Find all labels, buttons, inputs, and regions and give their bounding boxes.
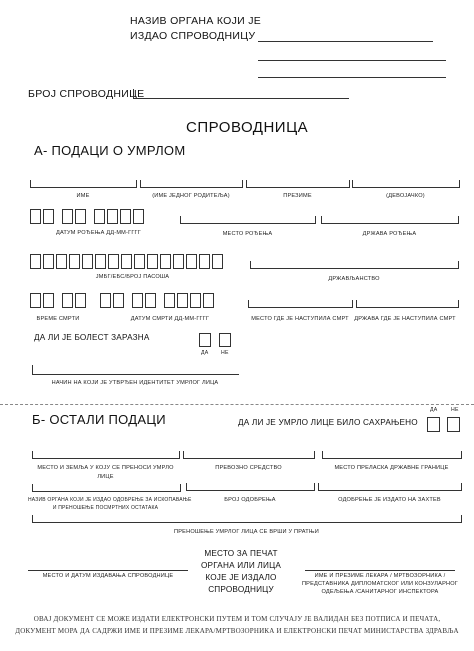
- id-digit-7[interactable]: [108, 254, 119, 269]
- approval-authority-field[interactable]: [32, 484, 181, 492]
- id-digit-8[interactable]: [121, 254, 132, 269]
- contagious-no-checkbox[interactable]: [219, 333, 231, 347]
- number-label: БРОЈ СПРОВОДНИЦЕ: [28, 88, 145, 100]
- authority-label-line1: НАЗИВ ОРГАНА КОЈИ ЈЕ: [130, 15, 262, 27]
- stamp-label-3: КОЈЕ ЈЕ ИЗДАЛО: [205, 573, 277, 582]
- id-digit-6[interactable]: [95, 254, 106, 269]
- dob-year-2[interactable]: [107, 209, 118, 224]
- border-crossing-field[interactable]: [322, 451, 462, 459]
- dob-day-1[interactable]: [30, 209, 41, 224]
- id-digit-10[interactable]: [147, 254, 158, 269]
- official-signature-line[interactable]: [305, 570, 455, 571]
- cod-label: ДРЖАВА ГДЕ ЈЕ НАСТУПИЛА СМРТ: [354, 316, 456, 322]
- stamp-label-4: СПРОВОДНИЦУ: [208, 585, 274, 594]
- dob-year-4[interactable]: [133, 209, 144, 224]
- place-of-birth-field[interactable]: [180, 216, 316, 224]
- page-title: СПРОВОДНИЦА: [186, 119, 309, 136]
- id-digit-1[interactable]: [30, 254, 41, 269]
- identity-method-label: НАЧИН НА КОЈИ ЈЕ УТВРЂЕН ИДЕНТИТЕТ УМРЛОГ ЛИЦА: [51, 380, 219, 386]
- maiden-name-field[interactable]: [352, 180, 460, 188]
- authority-field-line1[interactable]: [258, 41, 433, 42]
- stamp-label-1: МЕСТО ЗА ПЕЧАТ: [204, 549, 278, 558]
- vehicle-label: ПРЕВОЗНО СРЕДСТВО: [215, 465, 282, 471]
- dod-day-1[interactable]: [100, 293, 111, 308]
- approval-label-2: И ПРЕНОШЕЊЕ ПОСМРТНИХ ОСТАТАКА: [52, 505, 159, 511]
- place-date-label: МЕСТО И ДАТУМ ИЗДАВАЊА СПРОВОДНИЦЕ: [42, 573, 174, 579]
- country-of-birth-field[interactable]: [321, 216, 459, 224]
- id-digit-14[interactable]: [199, 254, 210, 269]
- place-of-death-field[interactable]: [248, 300, 353, 308]
- name-field[interactable]: [30, 180, 137, 188]
- destination-label-2: ЛИЦЕ: [97, 474, 114, 480]
- buried-yes-label: ДА: [430, 407, 438, 413]
- dod-day-2[interactable]: [113, 293, 124, 308]
- dob-year-1[interactable]: [94, 209, 105, 224]
- vehicle-field[interactable]: [183, 451, 315, 459]
- pob-label: МЕСТО РОЂЕЊА: [222, 231, 273, 237]
- section-divider: [0, 404, 474, 405]
- citizenship-field[interactable]: [250, 261, 459, 269]
- dod-label: ДАТУМ СМРТИ ДД-ММ-ГГГГ: [130, 316, 210, 322]
- contagious-yes-label: ДА: [201, 350, 209, 356]
- dob-month-2[interactable]: [75, 209, 86, 224]
- stamp-label-2: ОРГАНА ИЛИ ЛИЦА: [200, 561, 282, 570]
- official-label-2: ПРЕДСТАВНИКА ДИПЛОМАТСКОГ ИЛИ КОНЗУЛАРНОГ: [301, 581, 459, 587]
- id-digit-9[interactable]: [134, 254, 145, 269]
- surname-label: ПРЕЗИМЕ: [283, 193, 312, 199]
- date-of-death-boxes: [100, 293, 214, 308]
- maiden-label: (ДЕВОЈАЧКО): [386, 193, 425, 199]
- approval-issued-label: ОДОБРЕЊЕ ЈЕ ИЗДАТО НА ЗАХТЕВ: [338, 497, 441, 503]
- contagious-yes-checkbox[interactable]: [199, 333, 211, 347]
- identity-method-field[interactable]: [32, 365, 239, 375]
- buried-yes-checkbox[interactable]: [427, 417, 440, 432]
- name-label: ИМЕ: [76, 193, 90, 199]
- id-digit-5[interactable]: [82, 254, 93, 269]
- dod-year-4[interactable]: [203, 293, 214, 308]
- time-of-death-boxes: [30, 293, 86, 308]
- dob-month-1[interactable]: [62, 209, 73, 224]
- tod-label: ВРЕМЕ СМРТИ: [36, 316, 80, 322]
- section-a-heading: А- ПОДАЦИ О УМРЛОМ: [34, 143, 186, 158]
- footer-note-line2: ДОКУМЕНТ МОРА ДА САДРЖИ ИМЕ И ПРЕЗИМЕ ЛЕКАРА/МРТВОЗОРНИКА И ЕЛЕКТРОНСКИ ПЕЧАТ МИНИСТАРСТВА ЗДРАВЉА: [15, 627, 459, 635]
- authority-field-line2[interactable]: [258, 60, 446, 61]
- parent-name-field[interactable]: [140, 180, 243, 188]
- id-digit-12[interactable]: [173, 254, 184, 269]
- tod-min-2[interactable]: [75, 293, 86, 308]
- id-digit-13[interactable]: [186, 254, 197, 269]
- approval-label-1: НАЗИВ ОРГАНА КОЈИ ЈЕ ИЗДАО ОДОБРЕЊЕ ЗА ИСКОПАВАЊЕ: [28, 497, 192, 503]
- approval-number-field[interactable]: [186, 483, 315, 491]
- id-digit-2[interactable]: [43, 254, 54, 269]
- parent-label: (ИМЕ ЈЕДНОГ РОДИТЕЉА): [152, 193, 230, 199]
- escort-field[interactable]: [32, 515, 462, 523]
- citizenship-label: ДРЖАВЉАНСТВО: [328, 276, 380, 282]
- id-digit-4[interactable]: [69, 254, 80, 269]
- contagious-question: ДА ЛИ ЈЕ БОЛЕСТ ЗАРАЗНА: [34, 333, 150, 342]
- dob-label: ДАТУМ РОЂЕЊА ДД-ММ-ГГГГ: [55, 230, 142, 236]
- footer-note-line1: ОВАЈ ДОКУМЕНТ СЕ МОЖЕ ИЗДАТИ ЕЛЕКТРОНСКИ ПУТЕМ И ТОМ СЛУЧАЈУ ЈЕ ВАЛИДАН БЕЗ ПОТПИСА И ПЕЧАТА,: [33, 615, 441, 623]
- dod-year-3[interactable]: [190, 293, 201, 308]
- buried-question: ДА ЛИ ЈЕ УМРЛО ЛИЦЕ БИЛО САХРАЊЕНО: [238, 418, 418, 427]
- dod-month-2[interactable]: [145, 293, 156, 308]
- surname-field[interactable]: [246, 180, 350, 188]
- place-date-line[interactable]: [28, 570, 188, 571]
- tod-min-1[interactable]: [62, 293, 73, 308]
- approval-request-field[interactable]: [318, 483, 462, 491]
- escort-label: ПРЕНОШЕЊЕ УМРЛОГ ЛИЦА СЕ ВРШИ У ПРАТЊИ: [174, 529, 319, 535]
- id-label: ЈМБГ/ЕБС/БРОЈ ПАСОША: [95, 274, 170, 280]
- date-of-birth-boxes: [30, 209, 144, 224]
- destination-field[interactable]: [32, 451, 180, 459]
- authority-field-line3[interactable]: [258, 77, 446, 78]
- contagious-no-label: НЕ: [221, 350, 229, 356]
- dod-month-1[interactable]: [132, 293, 143, 308]
- dob-year-3[interactable]: [120, 209, 131, 224]
- number-field[interactable]: [133, 89, 349, 99]
- tod-hour-1[interactable]: [30, 293, 41, 308]
- id-digit-3[interactable]: [56, 254, 67, 269]
- border-label: МЕСТО ПРЕЛАСКА ДРЖАВНЕ ГРАНИЦЕ: [334, 465, 449, 471]
- id-digit-11[interactable]: [160, 254, 171, 269]
- section-b-heading: Б- ОСТАЛИ ПОДАЦИ: [32, 412, 166, 427]
- cob-label: ДРЖАВА РОЂЕЊА: [362, 231, 417, 237]
- buried-no-checkbox[interactable]: [447, 417, 460, 432]
- country-of-death-field[interactable]: [356, 300, 459, 308]
- official-label-1: ИМЕ И ПРЕЗИМЕ ЛЕКАРА / МРТВОЗОРНИКА /: [314, 573, 446, 579]
- dob-day-2[interactable]: [43, 209, 54, 224]
- id-number-boxes: [30, 254, 223, 269]
- pod-label: МЕСТО ГДЕ ЈЕ НАСТУПИЛА СМРТ: [251, 316, 349, 322]
- authority-label-line2: ИЗДАО СПРОВОДНИЦУ: [130, 30, 256, 42]
- id-digit-15[interactable]: [212, 254, 223, 269]
- tod-hour-2[interactable]: [43, 293, 54, 308]
- buried-no-label: НЕ: [451, 407, 459, 413]
- dod-year-2[interactable]: [177, 293, 188, 308]
- dod-year-1[interactable]: [164, 293, 175, 308]
- approval-number-label: БРОЈ ОДОБРЕЊА: [224, 497, 276, 503]
- destination-label-1: МЕСТО И ЗЕМЉА У КОЈУ СЕ ПРЕНОСИ УМРЛО: [37, 465, 174, 471]
- official-label-3: ОДЕЉЕЊА /САНИТАРНОГ ИНСПЕКТОРА: [321, 589, 439, 595]
